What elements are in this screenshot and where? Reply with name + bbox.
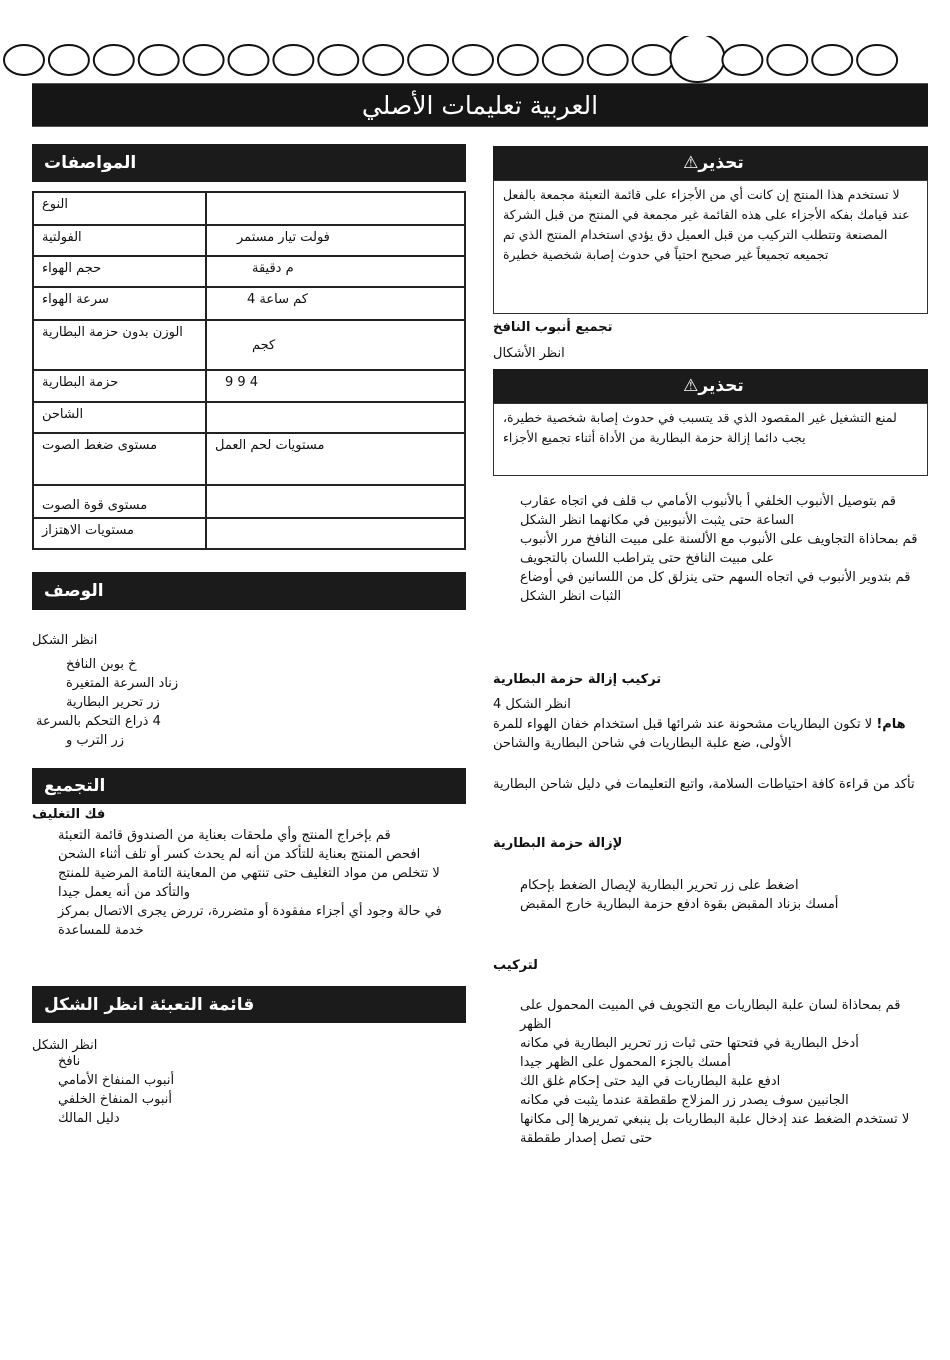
list-item: قم بمحاذاة التجاويف على الأنبوب مع الألسنة على مبيت النافخ مرر الأنبوب على مبيت النافخ حتى يتراطب اللسان بالتجويف: [520, 532, 918, 566]
warning2-heading-bar: [493, 369, 928, 403]
packing-list: [58, 1052, 466, 1128]
language-circle: [543, 45, 583, 75]
warning2-title: تحذير: [698, 376, 744, 396]
install-heading: لتركيب: [493, 958, 538, 973]
list-item: قم بتوصيل الأنبوب الخلفي أ بالأنبوب الأمامي ب قلف في اتجاه عقارب الساعة حتى يثبت الأنبوبين في مكانهما انظر الشكل: [520, 494, 896, 528]
warning1-box: [493, 180, 928, 314]
spec-value: 9 9 4: [206, 370, 465, 402]
warning-triangle-icon: ⚠: [683, 153, 699, 173]
assembly-heading: التجميع: [44, 776, 106, 796]
specs-row: [33, 225, 465, 256]
warning2-text: لمنع التشغيل غير المقصود الذي قد يتسبب في حدوث إصابة شخصية خطيرة، يجب دائما إزالة حزمة البطارية من الأداة أثناء تجميع الأجزاء: [503, 410, 897, 445]
blower-tube-see-figure: انظر الأشكال: [493, 346, 565, 361]
list-item: زناد السرعة المتغيرة: [66, 676, 179, 691]
language-circle: [139, 45, 179, 75]
list-item: أنبوب المنفاخ الخلفي: [58, 1092, 172, 1107]
spec-value: [206, 485, 465, 518]
spec-name: النوع: [33, 192, 206, 225]
warning-triangle-icon: ⚠: [683, 376, 699, 396]
list-item: نافخ: [58, 1054, 81, 1069]
page-title: العربية تعليمات الأصلي: [361, 90, 599, 120]
warning1-title: تحذير: [698, 153, 744, 173]
unpack-heading: فك التغليف: [32, 807, 106, 822]
language-circle: [229, 45, 269, 75]
warning2-box: [493, 403, 928, 476]
battery-important-note: [493, 715, 928, 753]
list-item: قم بتدوير الأنبوب في اتجاه السهم حتى ينزلق كل من اللسانين في أوضاع الثبات انظر الشكل: [520, 570, 911, 604]
language-circle: [812, 45, 852, 75]
packing-see-figure: انظر الشكل: [32, 1038, 98, 1053]
language-circle: [722, 45, 762, 75]
specs-table: [32, 191, 466, 550]
unpack-list: [58, 826, 466, 940]
spec-name: مستوى ضغط الصوت: [33, 433, 206, 485]
language-circle-active: [671, 36, 725, 82]
list-item: دليل المالك: [58, 1111, 120, 1126]
language-circle: [857, 45, 897, 75]
specs-row: [33, 433, 465, 485]
assembly-heading-bar: [32, 768, 466, 804]
specs-row: [33, 402, 465, 433]
spec-name: الوزن بدون حزمة البطارية: [33, 320, 206, 370]
language-circle: [363, 45, 403, 75]
specs-row: [33, 320, 465, 370]
warning1-text: لا تستخدم هذا المنتج إن كانت أي من الأجزاء على قائمة التعبئة مجمعة بالفعل عند قيامك بفكه الأجزاء على هذه القائمة غير مجمعة في المنتج من قبل الشركة المصنعة وتتطلب التركيب من قبل العميل دق يؤدي استخدام المنتج الذي تم تجميعه تجميعاً غير صحيح احتياً في حدوث إصابة شخصية خطيرة: [503, 187, 910, 262]
specs-heading: المواصفات: [44, 153, 137, 173]
language-circle: [184, 45, 224, 75]
spec-value: [206, 402, 465, 433]
list-item: 4 ذراع التحكم بالسرعة: [36, 714, 161, 729]
language-circle: [273, 45, 313, 75]
spec-name: مستويات الاهتزاز: [33, 518, 206, 549]
important-text: لا تكون البطاريات مشحونة عند شرائها قبل استخدام خفان الهواء للمرة الأولى، ضع علبة البطاريات في شاحن البطارية والشاحن: [493, 717, 873, 751]
specs-row: [33, 287, 465, 320]
language-circle: [453, 45, 493, 75]
spec-name: حزمة البطارية: [33, 370, 206, 402]
list-item: أمسك بالجزء المحمول على الظهر جيدا: [520, 1055, 731, 1070]
list-item: قم بمحاذاة لسان علبة البطاريات مع التجويف في المبيت المحمول على الظهر: [520, 998, 901, 1032]
description-heading-bar: [32, 572, 466, 610]
list-item: لا تستخدم الضغط عند إدخال علبة البطاريات بل ينبغي تمريرها إلى مكانها حتى تصل إصدار طقطقة: [520, 1112, 910, 1146]
description-list: [32, 655, 462, 750]
blower-tube-heading: تجميع أنبوب النافخ: [493, 320, 613, 335]
install-steps-list: [520, 996, 928, 1148]
list-item: افحص المنتج بعناية للتأكد من أنه لم يحدث كسر أو تلف أثناء الشحن: [58, 847, 421, 862]
battery-safety-note: تأكد من قراءة كافة احتياطات السلامة، واتبع التعليمات في دليل شاحن البطارية: [493, 777, 915, 792]
list-item: لا تتخلص من مواد التغليف حتى تنتهي من المعاينة التامة المرضية للمنتج والتأكد من أنه يعمل جيدا: [58, 866, 440, 900]
list-item: في حالة وجود أي أجزاء مفقودة أو متضررة، تررض يجرى الاتصال بمركز خدمة للمساعدة: [58, 904, 442, 938]
spec-value: [206, 518, 465, 549]
language-circle: [49, 45, 89, 75]
list-item: اضغط على زر تحرير البطارية لإيصال الضغط بإحكام: [520, 878, 799, 893]
description-heading: الوصف: [44, 581, 104, 601]
specs-row: [33, 192, 465, 225]
spec-name: الشاحن: [33, 402, 206, 433]
list-item: أنبوب المنفاخ الأمامي: [58, 1073, 175, 1088]
spec-name: الفولتية: [33, 225, 206, 256]
spec-value: م دقيقة: [206, 256, 465, 287]
list-item: زر تحرير البطارية: [66, 695, 160, 710]
spec-value: كجم: [206, 320, 465, 370]
remove-steps-list: [520, 876, 928, 914]
battery-heading: تركيب إزالة حزمة البطارية: [493, 672, 662, 687]
language-circle: [633, 45, 673, 75]
list-item: قم بإخراج المنتج وأي ملحقات بعناية من الصندوق قائمة التعبئة: [58, 828, 391, 843]
specs-row: [33, 518, 465, 549]
spec-value: فولت تيار مستمر: [206, 225, 465, 256]
specs-row: [33, 256, 465, 287]
specs-heading-bar: [32, 144, 466, 182]
list-item: ادفع علبة البطاريات في اليد حتى إحكام غلق الك: [520, 1074, 781, 1089]
spec-value: مستويات لحم العمل: [206, 433, 465, 485]
list-item: خ بوبن النافخ: [66, 657, 137, 672]
language-circle: [408, 45, 448, 75]
spec-name: سرعة الهواء: [33, 287, 206, 320]
language-circle: [767, 45, 807, 75]
language-selector-circles: [0, 36, 950, 86]
language-circle: [94, 45, 134, 75]
list-item: أدخل البطارية في فتحتها حتى ثبات زر تحرير البطارية في مكانه: [520, 1036, 859, 1051]
spec-value: [206, 192, 465, 225]
remove-heading: لإزالة حزمة البطارية: [493, 836, 623, 851]
packing-list-heading: قائمة التعبئة انظر الشكل: [44, 994, 255, 1015]
list-item: أمسك بزناد المقبض بقوة ادفع حزمة البطارية خارج المقبض: [520, 897, 839, 912]
specs-row: [33, 485, 465, 518]
page-title-bar: [32, 83, 928, 127]
list-item: زر الترب و: [66, 733, 125, 748]
language-circle: [498, 45, 538, 75]
list-item: الجانبين سوف يصدر زر المزلاج طقطقة عندما يثبت في مكانه: [520, 1093, 849, 1108]
specs-row: [33, 370, 465, 402]
spec-name: مستوى قوة الصوت: [33, 485, 206, 518]
spec-value: 4 كم ساعة: [206, 287, 465, 320]
warning1-heading-bar: [493, 146, 928, 180]
description-see-figure: انظر الشكل: [32, 633, 98, 648]
spec-name: حجم الهواء: [33, 256, 206, 287]
tube-steps-list: [520, 492, 928, 606]
battery-see-figure: انظر الشكل 4: [493, 697, 571, 712]
important-label: هام!: [876, 717, 906, 732]
language-circle: [588, 45, 628, 75]
packing-list-heading-bar: [32, 986, 466, 1023]
language-circle: [4, 45, 44, 75]
language-circle: [318, 45, 358, 75]
